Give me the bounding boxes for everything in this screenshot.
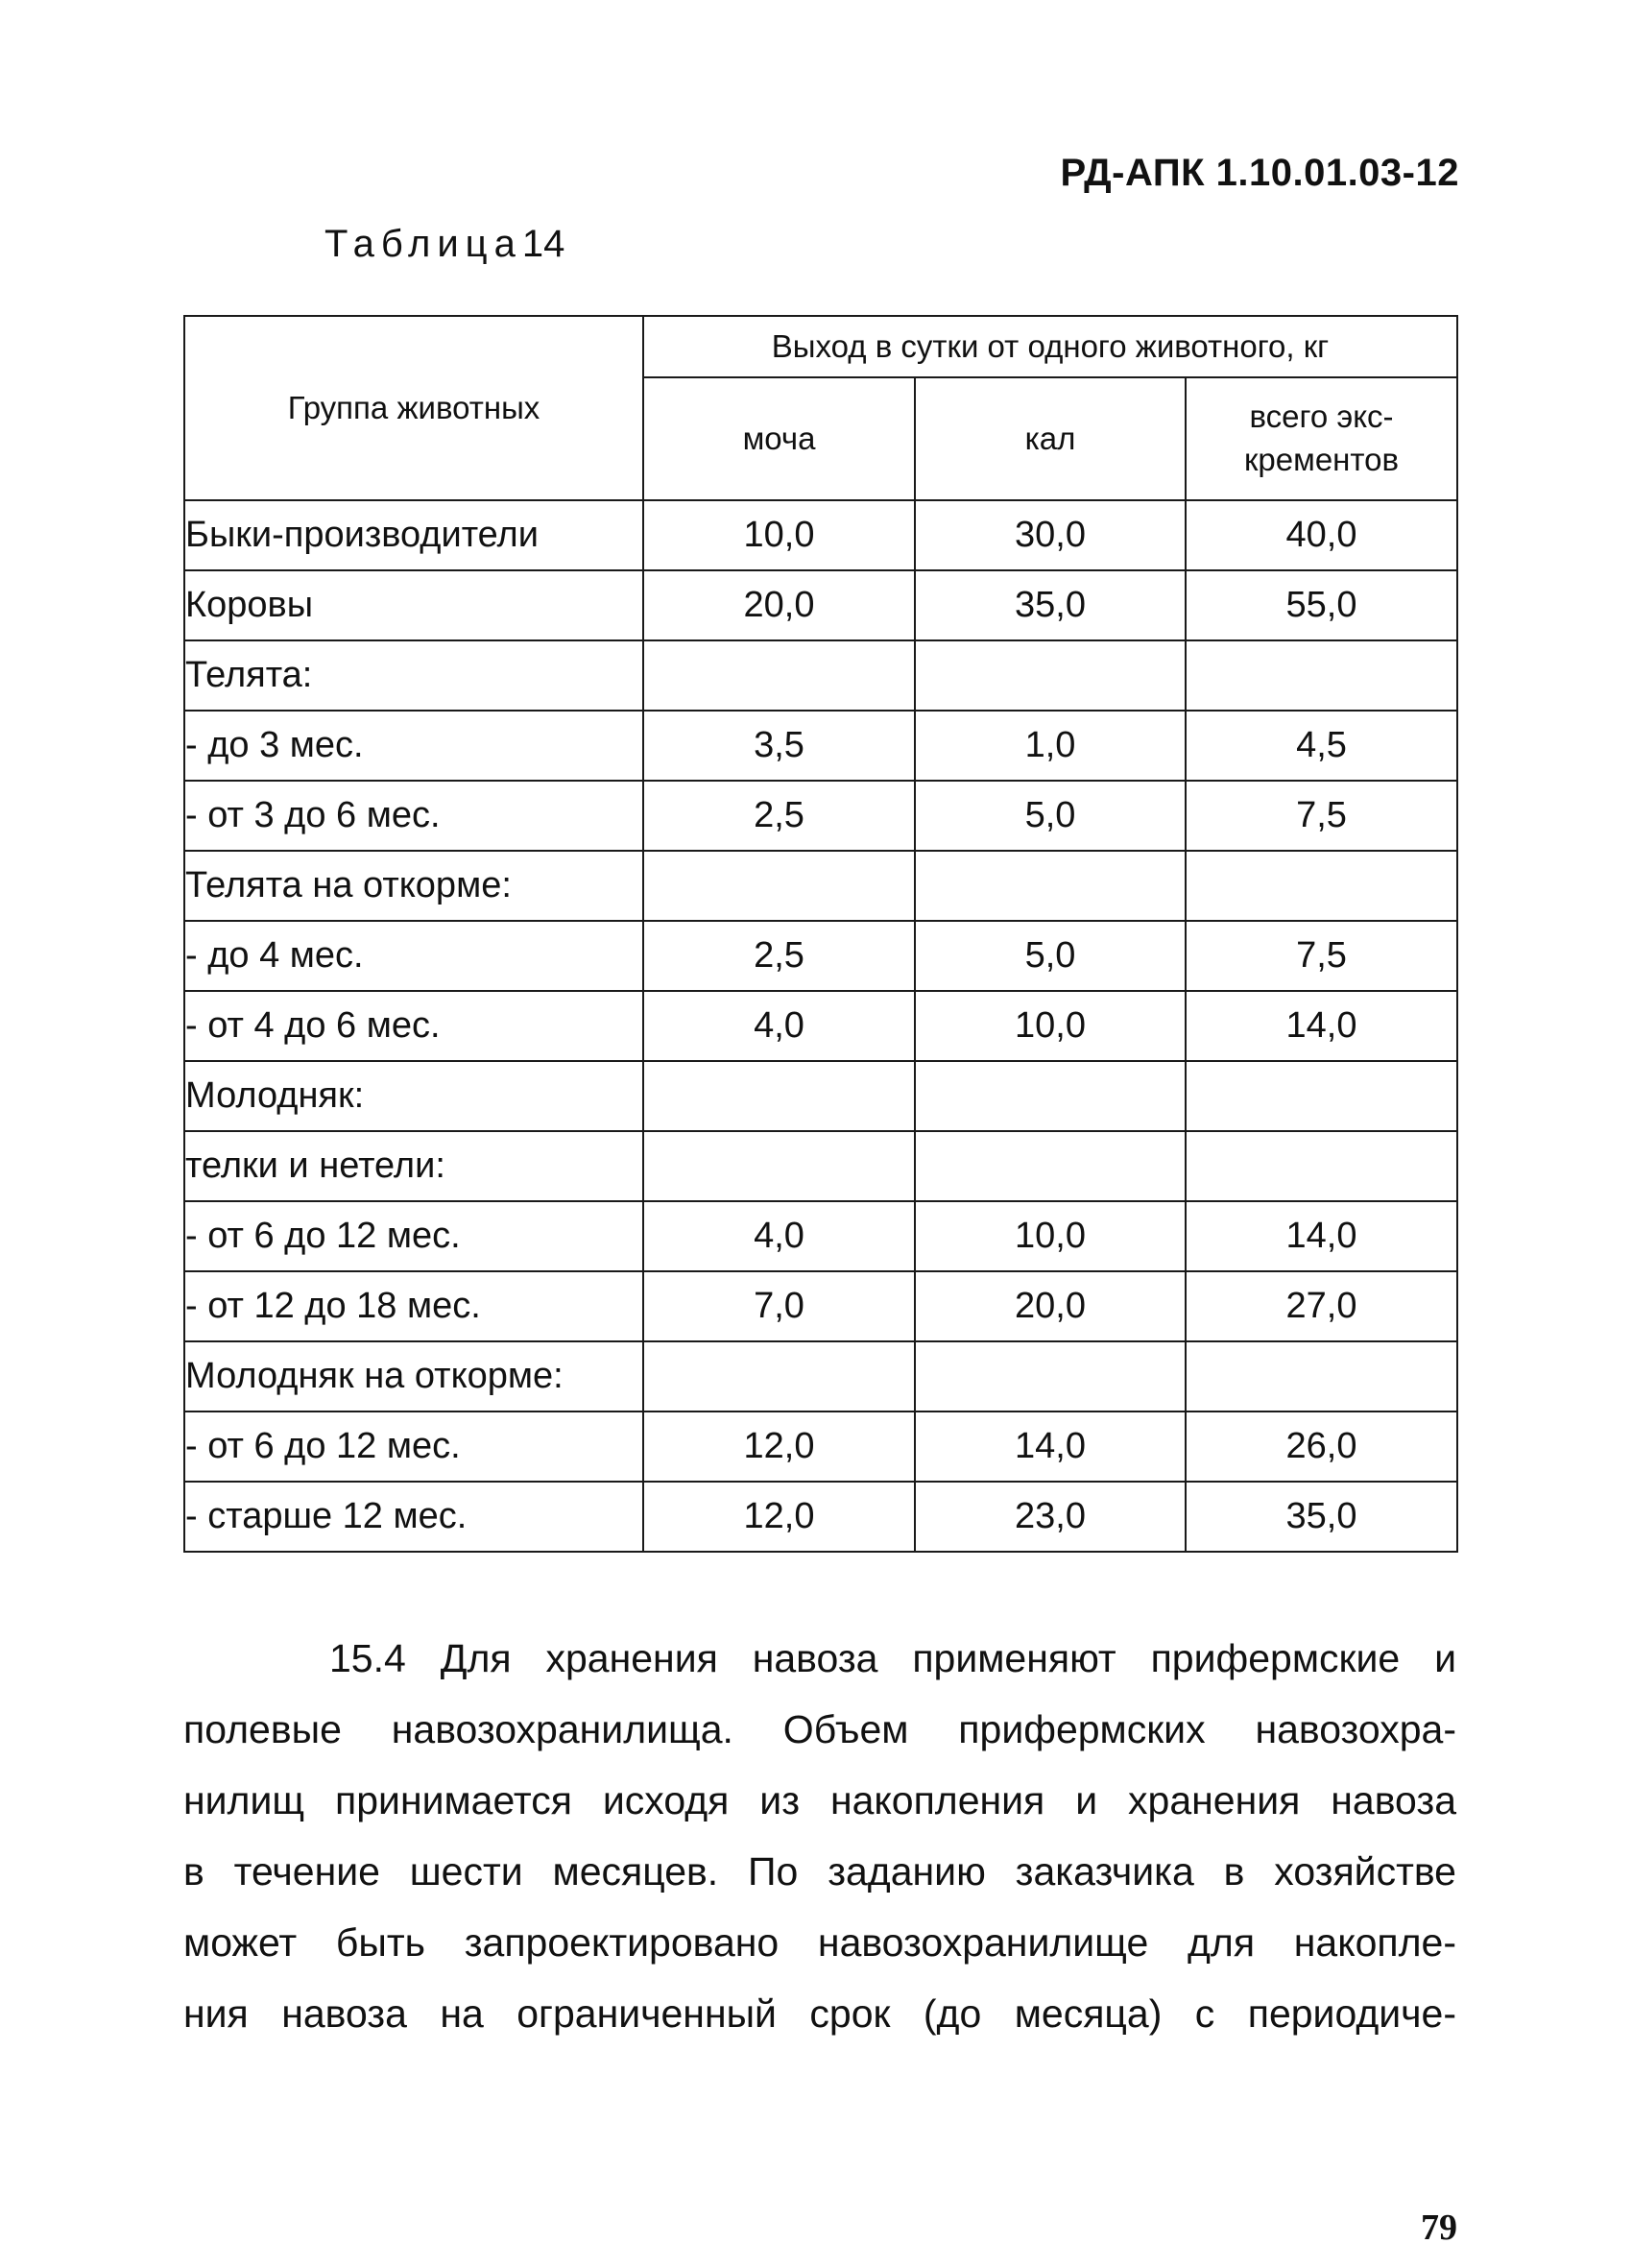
urine-cell [643,1061,915,1131]
animal-group-cell: Молодняк на откорме: [184,1341,643,1411]
table-row [184,711,1457,781]
table-row [184,500,1457,570]
table-row [184,781,1457,851]
feces-cell [915,851,1186,921]
animal-group-cell: Телята: [184,640,643,711]
urine-cell: 12,0 [643,1411,915,1482]
feces-cell: 10,0 [915,991,1186,1061]
total-cell: 14,0 [1186,991,1457,1061]
feces-cell: 14,0 [915,1411,1186,1482]
feces-cell [915,1131,1186,1201]
column-header-total-excrement [1186,377,1457,500]
animal-group-cell: Коровы [184,570,643,640]
total-cell: 14,0 [1186,1201,1457,1271]
total-cell: 27,0 [1186,1271,1457,1341]
document-code: РД-АПК 1.10.01.03-12 [1060,152,1459,194]
feces-cell: 23,0 [915,1482,1186,1552]
table-row [184,1271,1457,1341]
table-row [184,851,1457,921]
manure-output-table [183,315,1458,1553]
feces-cell: 30,0 [915,500,1186,570]
table-caption [324,223,564,266]
urine-cell: 4,0 [643,991,915,1061]
total-cell: 35,0 [1186,1482,1457,1552]
feces-cell: 20,0 [915,1271,1186,1341]
urine-cell: 12,0 [643,1482,915,1552]
urine-cell: 2,5 [643,921,915,991]
paragraph-line: может быть запроектировано навозохранилище для накопле- [183,1920,1456,1965]
urine-cell: 4,0 [643,1201,915,1271]
table-row [184,1411,1457,1482]
feces-cell: 1,0 [915,711,1186,781]
column-header-total-line2: крементов [1243,442,1400,477]
body-paragraph [183,1623,1456,2049]
animal-group-cell: Молодняк: [184,1061,643,1131]
animal-group-cell: Быки-производители [184,500,643,570]
animal-group-cell: - до 3 мес. [184,711,643,781]
urine-cell: 3,5 [643,711,915,781]
urine-cell: 7,0 [643,1271,915,1341]
total-cell [1186,1061,1457,1131]
feces-cell [915,1061,1186,1131]
total-cell: 40,0 [1186,500,1457,570]
table-caption-number: 14 [521,223,565,265]
total-cell: 7,5 [1186,921,1457,991]
paragraph-line: полевые навозохранилища. Объем прифермских навозохра- [183,1707,1456,1751]
animal-group-cell: Телята на откорме: [184,851,643,921]
animal-group-cell: - от 6 до 12 мес. [184,1411,643,1482]
feces-cell: 35,0 [915,570,1186,640]
total-cell [1186,1341,1457,1411]
table-row [184,991,1457,1061]
urine-cell [643,1131,915,1201]
table-row [184,1131,1457,1201]
feces-cell [915,1341,1186,1411]
urine-cell: 10,0 [643,500,915,570]
paragraph-line: 15.4 Для хранения навоза применяют прифермские и [329,1636,1456,1680]
paragraph-line: в течение шести месяцев. По заданию заказчика в хозяйстве [183,1849,1456,1894]
column-header-urine: моча [643,377,915,500]
table-row [184,921,1457,991]
table-row [184,1341,1457,1411]
feces-cell [915,640,1186,711]
page-number: 79 [1421,2208,1457,2248]
column-header-feces: кал [915,377,1186,500]
column-header-total-line1: всего экс- [1249,398,1394,435]
paragraph-line: нилищ принимается исходя из накопления и хранения навоза [183,1778,1456,1822]
total-cell: 26,0 [1186,1411,1457,1482]
table-row [184,640,1457,711]
feces-cell: 5,0 [915,921,1186,991]
table-row [184,570,1457,640]
animal-group-cell: - от 12 до 18 мес. [184,1271,643,1341]
urine-cell: 20,0 [643,570,915,640]
feces-cell: 10,0 [915,1201,1186,1271]
total-cell: 4,5 [1186,711,1457,781]
urine-cell [643,640,915,711]
urine-cell [643,851,915,921]
animal-group-cell: - старше 12 мес. [184,1482,643,1552]
animal-group-cell: - от 4 до 6 мес. [184,991,643,1061]
total-cell: 7,5 [1186,781,1457,851]
total-cell [1186,1131,1457,1201]
animal-group-cell: - от 3 до 6 мес. [184,781,643,851]
total-cell [1186,851,1457,921]
column-header-animal-group: Группа животных [184,316,643,500]
animal-group-cell: - до 4 мес. [184,921,643,991]
animal-group-cell: - от 6 до 12 мес. [184,1201,643,1271]
table-row [184,1201,1457,1271]
table-caption-label: Таблица [324,223,522,265]
urine-cell: 2,5 [643,781,915,851]
paragraph-line: ния навоза на ограниченный срок (до месяца) с периодиче- [183,1991,1456,2036]
total-cell: 55,0 [1186,570,1457,640]
feces-cell: 5,0 [915,781,1186,851]
table-row [184,1061,1457,1131]
column-header-daily-output: Выход в сутки от одного животного, кг [643,316,1457,377]
table-row [184,1482,1457,1552]
animal-group-cell: телки и нетели: [184,1131,643,1201]
total-cell [1186,640,1457,711]
urine-cell [643,1341,915,1411]
